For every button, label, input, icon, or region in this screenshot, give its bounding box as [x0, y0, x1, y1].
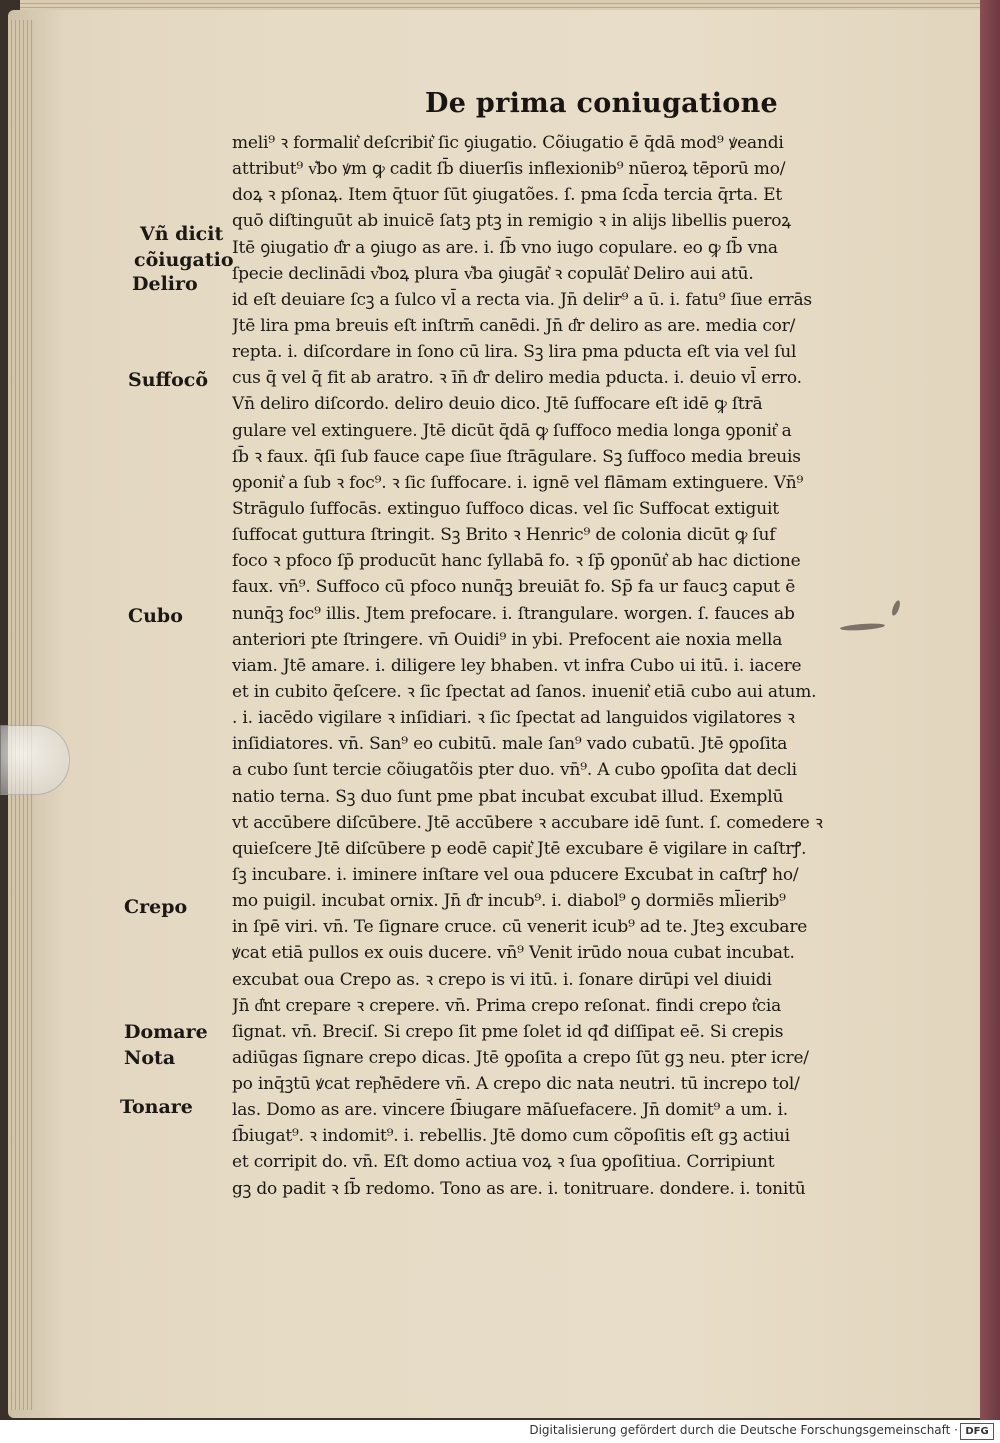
text-line: faux. vn̄⁹. Suffoco cū pfoco nunq̄ꝫ breuiāt fo. Sp̄ fa ur faucꝫ caput ē	[232, 577, 796, 598]
text-line: mo puigil. incubat ornix. Jn̄ d͛r incub⁹. i. diabol⁹ ꝯ dormiēs ml̄ierib⁹	[232, 891, 786, 912]
text-line: nunq̄ꝫ foc⁹ illis. Jtem prefocare. i. ſtrangulare. worgen. ſ. fauces ab	[232, 603, 795, 624]
text-line: gꝫ do padit ꝛ ſb̄ redomo. Tono as are. i. tonitruare. dondere. i. tonitū	[232, 1178, 806, 1199]
dfg-logo: DFG	[960, 1423, 994, 1440]
margin-note: Vñ dicit	[140, 223, 224, 245]
text-line: cus q̄ vel q̄ fit ab aratro. ꝛ īn̄ d͛r deliro media pducta. i. deuio vl̄ erro.	[232, 368, 802, 389]
text-line: ſignat. vn̄. Breciſ. Si crepo ſit pme ſolet id qđ diſſipat eē. Si crepis	[232, 1021, 784, 1042]
margin-note: cõiugatio	[134, 249, 234, 271]
book-left-edge	[8, 20, 34, 1410]
text-line: . i. iacēdo vigilare ꝛ inſidiari. ꝛ ſic ſpectat ad languidos vigilatores ꝛ	[232, 708, 795, 729]
body-text	[232, 130, 892, 1202]
margin-note: Suffocõ	[128, 369, 209, 391]
text-line: Jn̄ d͛nt crepare ꝛ crepere. vn̄. Prima crepo reſonat. findi crepo t͛cia	[232, 995, 782, 1016]
text-line: quieſcere Jtē diſcūbere p eodē capit͛ Jtē excubare ē vigilare in caſtrꝭ.	[232, 838, 807, 859]
text-line: anteriori pte ſtringere. vn̄ Ouidi⁹ in ybi. Prefocent aie noxia mella	[232, 629, 783, 650]
text-line: id eſt deuiare ſcꝫ a ſulco vl̄ a recta via. Jn̄ delir⁹ a ū. i. fatu⁹ ſiue errās	[232, 289, 812, 310]
text-line: excubat oua Crepo as. ꝛ crepo is vi itū. i. ſonare dirūpi vel diuidi	[232, 969, 772, 990]
text-line: quō diſtinguūt ab inuicē ſatꝫ ptꝫ in remigio ꝛ in alijs libellis pueroꝝ	[232, 211, 791, 232]
text-line: a cubo ſunt tercie cõiugatõis pter duo. vn̄⁹. A cubo ꝯpoſita dat decli	[232, 760, 797, 781]
text-line: attribut⁹ v͛bo ꝟm ꝙ cadit ſb̄ diuerſis inflexionib⁹ nūeroꝝ tēporū mo/	[232, 159, 786, 180]
margin-note: Cubo	[128, 605, 183, 627]
footer	[0, 1420, 1000, 1443]
text-line: po inq̄ꝫtū ꝟcat rep͛hēdere vn̄. A crepo dic nata neutri. tū increpo tol/	[232, 1074, 800, 1095]
text-line: gulare vel extinguere. Jtē dicūt q̄dā ꝙ ſuffoco media longa ꝯponit͛ a	[232, 420, 792, 441]
text-line: inſidiatores. vn̄. San⁹ eo cubitū. male ſan⁹ vado cubatū. Jtē ꝯpoſita	[232, 734, 788, 755]
text-line: ſb̄ ꝛ faux. q̄ſi ſub fauce cape ſiue ſtrāgulare. Sꝫ ſuffoco media breuis	[232, 446, 801, 467]
text-line: meli⁹ ꝛ formalit͛ deſcribit͛ ſic ꝯiugatio. Cõiugatio ē q̄dā mod⁹ ꝟeandi	[232, 133, 784, 153]
text-line: natio terna. Sꝫ duo ſunt pme pbat incubat excubat illud. Exemplū	[232, 786, 784, 807]
margin-note: Nota	[124, 1047, 176, 1069]
text-line: Itē ꝯiugatio d͛r a ꝯiugo as are. i. ſb̄ vno iugo copulare. eo ꝙ ſb̄ vna	[232, 237, 778, 258]
page-heading: De prima coniugatione	[425, 88, 779, 119]
text-line: doꝝ ꝛ pſonaꝝ. Item q̄tuor ſūt ꝯiugatões. ſ. pma ſcd̄a tercia q̄rta. Et	[232, 185, 783, 206]
text-line: et in cubito q̄eſcere. ꝛ ſic ſpectat ad ſanos. inuenit͛ etiā cubo aui atum.	[232, 681, 817, 702]
page-clip	[0, 725, 70, 795]
text-line: vt accūbere diſcūbere. Jtē accūbere ꝛ accubare idē ſunt. ſ. comedere ꝛ	[232, 812, 823, 833]
margin-note: Domare	[124, 1021, 208, 1043]
margin-note: Tonare	[120, 1096, 193, 1118]
text-line: in ſpē viri. vn̄. Te ſignare cruce. cū venerit icub⁹ ad te. Jteꝫ excubare	[232, 917, 808, 938]
text-line: ſb̄iugat⁹. ꝛ indomit⁹. i. rebellis. Jtē domo cum cõpoſitis eſt gꝫ actiui	[232, 1126, 790, 1147]
text-line: Vn̄ deliro diſcordo. deliro deuio dico. Jtē ſuffocare eſt idē ꝙ ſtrā	[232, 394, 763, 415]
text-line: las. Domo as are. vincere ſb̄iugare māſuefacere. Jn̄ domit⁹ a um. i.	[232, 1100, 788, 1121]
text-line: ſꝫ incubare. i. iminere inſtare vel oua pducere Excubat in caſtrꝭ ho/	[232, 864, 799, 885]
text-line: Jtē lira pma breuis eſt inſtrm̄ canēdi. Jn̄ d͛r deliro as are. media cor/	[232, 315, 796, 336]
book-cover-edge	[980, 0, 1000, 1420]
text-line: ꝟcat etiā pullos ex ouis ducere. vn̄⁹ Venit irūdo noua cubat incubat.	[232, 943, 795, 964]
text-line: foco ꝛ pfoco ſp̄ producūt hanc ſyllabā fo. ꝛ ſp̄ ꝯponūt͛ ab hac dictione	[232, 551, 801, 572]
text-line: adiūgas ſignare crepo dicas. Jtē ꝯpoſita a crepo ſūt gꝫ neu. pter icre/	[232, 1047, 809, 1068]
text-line: et corripit do. vn̄. Eſt domo actiua voꝝ ꝛ ſua ꝯpoſitiua. Corripiunt	[232, 1152, 775, 1173]
text-line: ſpecie declinādi v͛boꝝ plura v͛ba ꝯiugāt͛ ꝛ copulāt͛ Deliro aui atū.	[232, 263, 754, 284]
text-line: viam. Jtē amare. i. diligere ley bhaben. vt infra Cubo ui itū. i. iacere	[232, 655, 802, 676]
text-line: Strāgulo ſuffocās. extinguo ſuffoco dicas. vel ſic Suffocat extiguit	[232, 498, 779, 519]
margin-note: Crepo	[124, 896, 188, 918]
text-line: ꝯponit͛ a ſub ꝛ foc⁹. ꝛ ſic ſuffocare. i. ignē vel flāmam extinguere. Vn̄⁹	[232, 472, 804, 493]
footer-credit: Digitalisierung gefördert durch die Deutsche Forschungsgemeinschaft ·	[529, 1423, 958, 1437]
text-line: ſuffocat guttura ſtringit. Sꝫ Brito ꝛ Henric⁹ de colonia dicūt ꝙ ſuf	[232, 525, 776, 546]
margin-note: Deliro	[132, 273, 198, 295]
text-line: repta. i. diſcordare in ſono cū lira. Sꝫ lira pma pducta eſt via vel ſul	[232, 342, 797, 363]
